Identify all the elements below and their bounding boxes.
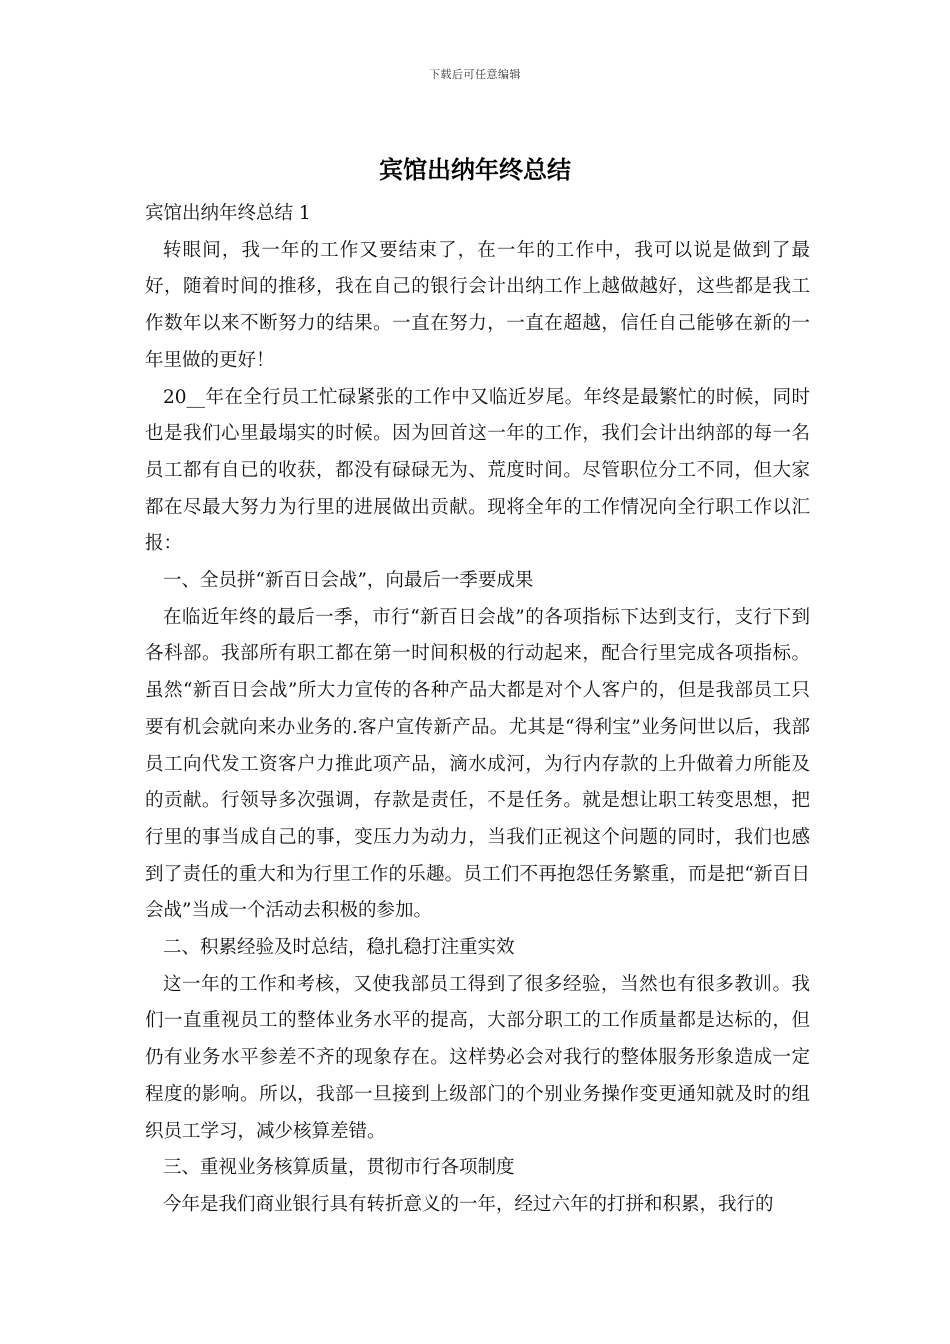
paragraph: 20__年在全行员工忙碌紧张的工作中又临近岁尾。年终是最繁忙的时候，同时也是我们心里最塌实的时候。因为回首这一年的工作，我们会计出纳部的每一名员工都有自已的收获，都没有碌碌无为、荒度时间。尽管职位分工不同，但大家都在尽最大努力为行里的进展做出贡献。现将全年的工作情况向全行职工作以汇报： xyxy=(145,386,810,555)
paragraph: 今年是我们商业银行具有转折意义的一年，经过六年的打拼和积累，我行的 xyxy=(163,1193,774,1215)
paragraph: 在临近年终的最后一季，市行“新百日会战”的各项指标下达到支行，支行下到各科部。我部所有职工都在第一时间积极的行动起来，配合行里完成各项指标。虽然“新百日会战”所大力宣传的各种产品大都是对个人客户的，但是我部员工只要有机会就向来办业务的.客户宣传新产品。尤其是“得利宝”业务问世以后，我部员工向代发工资客户力推此项产品，滴水成河，为行内存款的上升做着力所能及的贡献。行领导多次强调，存款是责任，不是任务。就是想让职工转变思想，把行里的事当成自己的事，变压力为动力，当我们正视这个问题的同时，我们也感到了责任的重大和为行里工作的乐趣。员工们不再抱怨任务繁重，而是把“新百日会战”当成一个活动去积极的参加。 xyxy=(145,606,810,922)
header-note: 下载后可任意编辑 xyxy=(429,68,521,81)
section-subtitle: 宾馆出纳年终总结 1 xyxy=(145,203,311,224)
paragraph: 转眼间，我一年的工作又要结束了，在一年的工作中，我可以说是做到了最好，随着时间的推移，我在自己的银行会计出纳工作上越做越好，这些都是我工作数年以来不断努力的结果。一直在努力，一直在超越，信任自己能够在新的一年里做的更好！ xyxy=(145,239,810,371)
paragraph: 这一年的工作和考核，又使我部员工得到了很多经验，当然也有很多教训。我们一直重视员工的整体业务水平的提高，大部分职工的工作质量都是达标的，但仍有业务水平参差不齐的现象存在。这样势必会对我行的整体服务形象造成一定程度的影响。所以，我部一旦接到上级部门的个别业务操作变更通知就及时的组织员工学习，减少核算差错。 xyxy=(145,973,810,1142)
section-heading: 一、全员拼“新百日会战”，向最后一季要成果 xyxy=(163,570,534,592)
section-heading: 三、重视业务核算质量，贯彻市行各项制度 xyxy=(163,1157,515,1179)
document-body xyxy=(145,196,810,1224)
document-title: 宾馆出纳年终总结 xyxy=(379,155,571,184)
section-heading: 二、积累经验及时总结，稳扎稳打注重实效 xyxy=(163,937,515,959)
